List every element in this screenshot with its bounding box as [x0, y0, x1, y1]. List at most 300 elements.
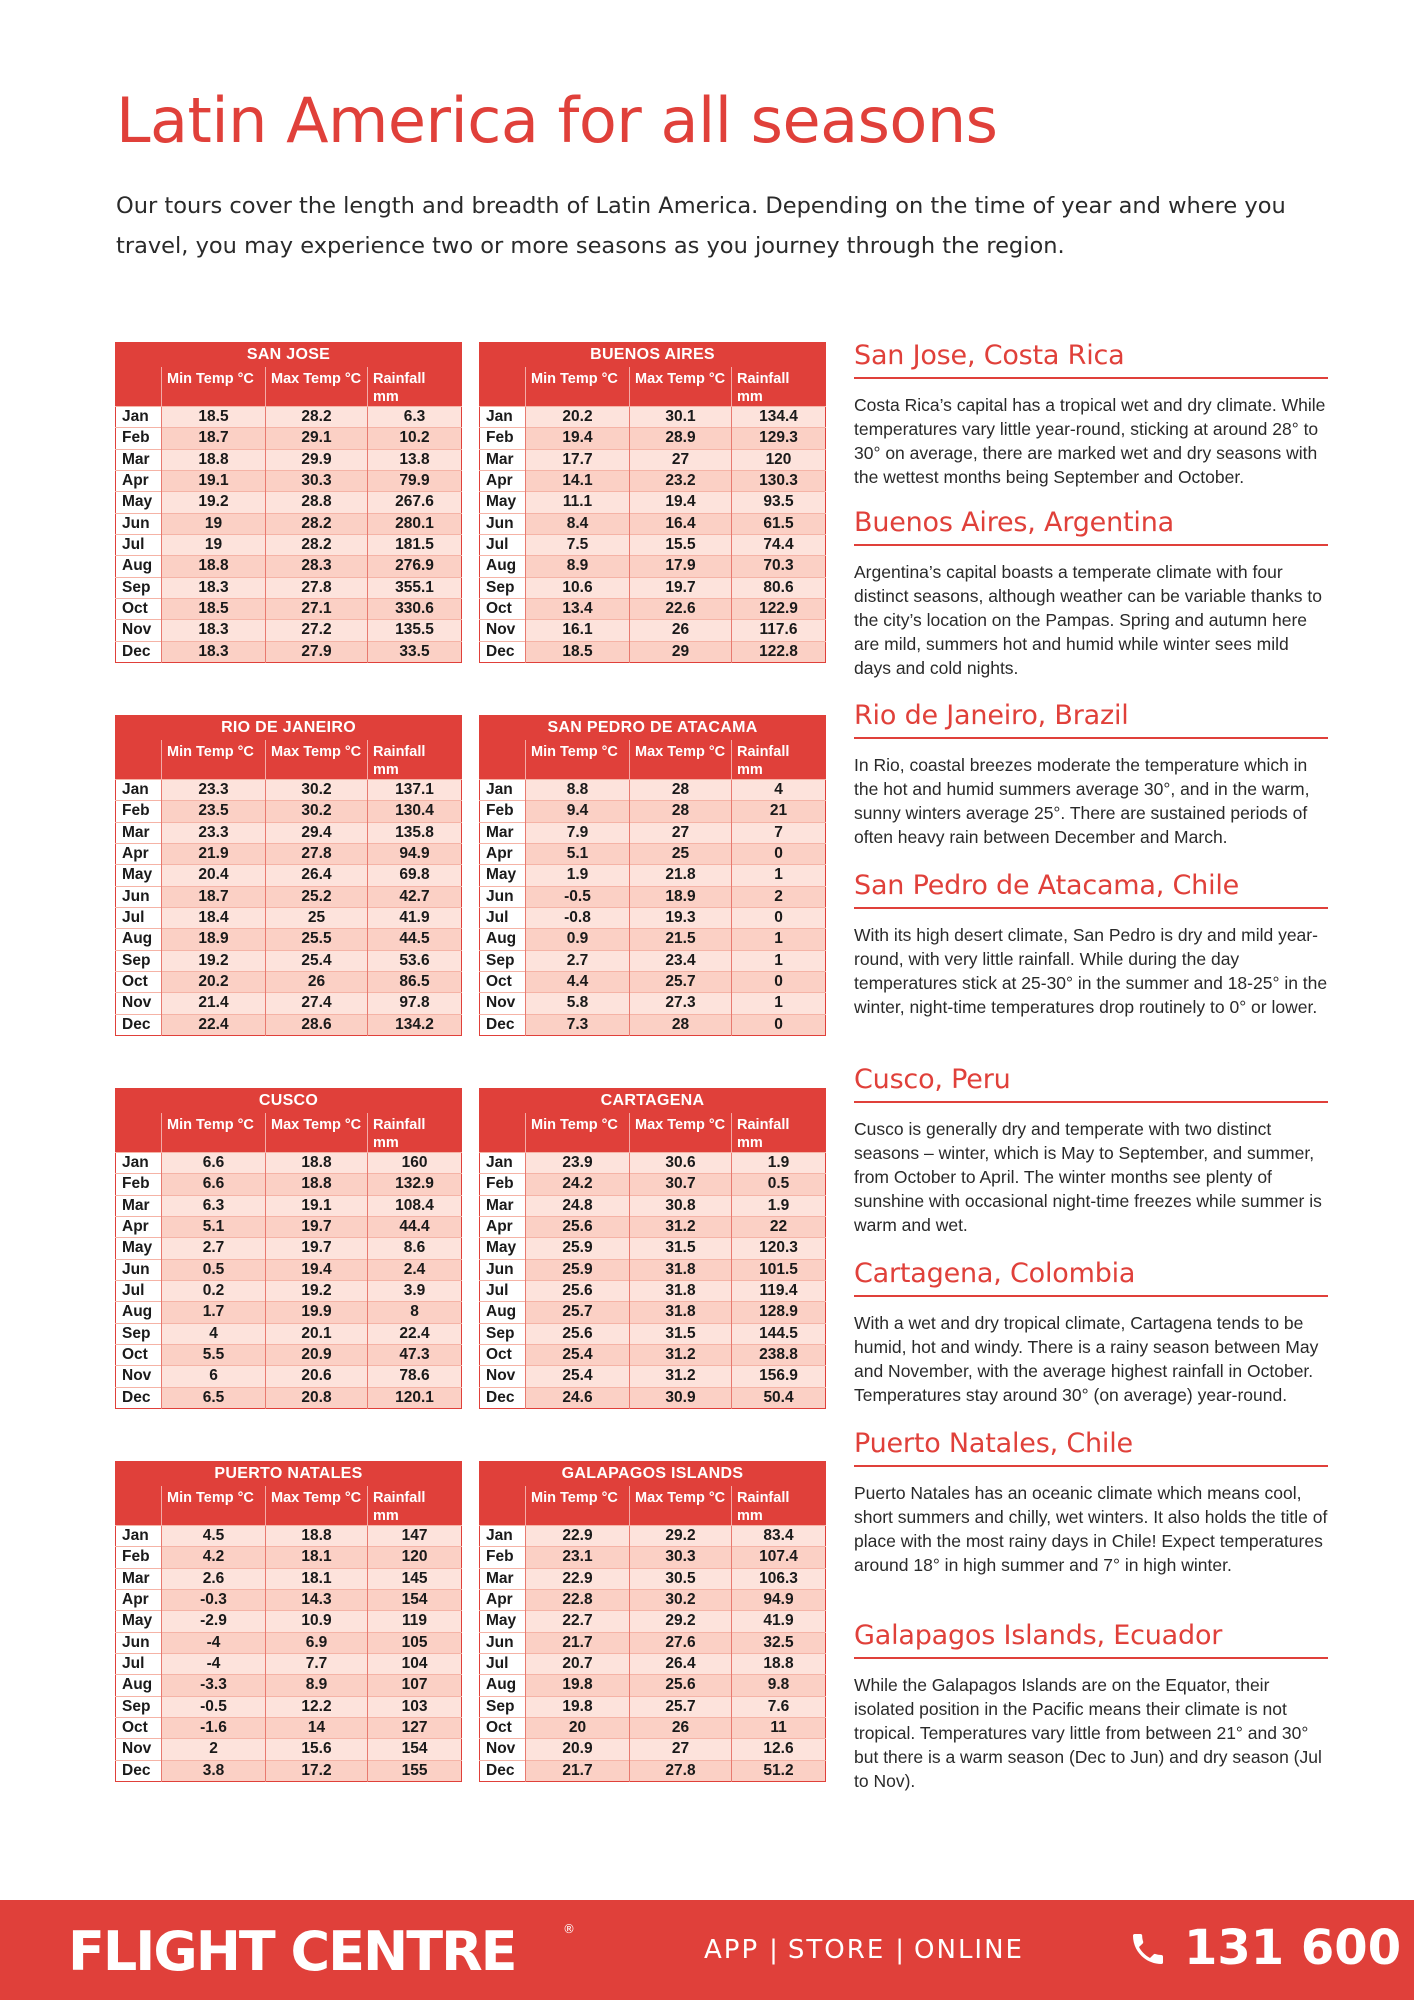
- rainfall-cell: 107.4: [732, 1547, 826, 1568]
- max-temp-cell: 30.7: [630, 1174, 732, 1195]
- rainfall-header: Rainfall mm: [732, 740, 826, 780]
- min-temp-cell: 0.2: [162, 1280, 266, 1301]
- rainfall-cell: 120: [368, 1547, 462, 1568]
- table-row: [116, 1568, 462, 1589]
- max-temp-cell: 28.2: [266, 534, 368, 555]
- month-cell: Jan: [116, 407, 162, 428]
- city-text: With a wet and dry tropical climate, Cartagena tends to be humid, hot and windy. There is a rainy season between May and November, with the average highest rainfall in October. Temperatures stay around 30° (on average) year-round.: [854, 1313, 1319, 1405]
- min-temp-cell: 18.3: [162, 620, 266, 641]
- month-cell: Apr: [480, 1589, 526, 1610]
- table-row: [116, 1675, 462, 1696]
- month-cell: Feb: [116, 1547, 162, 1568]
- min-temp-header: Min Temp °C: [526, 367, 630, 407]
- max-temp-cell: 22.6: [630, 598, 732, 619]
- min-temp-cell: 2.7: [162, 1238, 266, 1259]
- min-temp-cell: 13.4: [526, 598, 630, 619]
- min-temp-cell: 6.5: [162, 1387, 266, 1408]
- month-cell: Sep: [116, 950, 162, 971]
- city-description: [854, 1620, 1328, 1793]
- table-row: [116, 801, 462, 822]
- min-temp-header: Min Temp °C: [162, 1486, 266, 1526]
- min-temp-cell: 4: [162, 1323, 266, 1344]
- month-cell: Apr: [480, 1216, 526, 1237]
- table-row: [116, 971, 462, 992]
- min-temp-cell: 20.7: [526, 1653, 630, 1674]
- rainfall-cell: 74.4: [732, 534, 826, 555]
- min-temp-cell: -1.6: [162, 1717, 266, 1738]
- rainfall-cell: 7.6: [732, 1696, 826, 1717]
- min-temp-cell: 22.9: [526, 1526, 630, 1547]
- table-row: [480, 1195, 826, 1216]
- min-temp-cell: 19.1: [162, 470, 266, 491]
- min-temp-cell: 24.8: [526, 1195, 630, 1216]
- max-temp-cell: 18.8: [266, 1526, 368, 1547]
- month-cell: Dec: [116, 1014, 162, 1035]
- month-cell: Sep: [480, 577, 526, 598]
- table-city-name: BUENOS AIRES: [480, 343, 826, 367]
- month-cell: Feb: [480, 428, 526, 449]
- table-row: [480, 929, 826, 950]
- min-temp-header: Min Temp °C: [526, 1113, 630, 1153]
- table-row: [480, 1760, 826, 1781]
- rainfall-cell: 51.2: [732, 1760, 826, 1781]
- table-row: [116, 1280, 462, 1301]
- max-temp-cell: 7.7: [266, 1653, 368, 1674]
- table-row: [116, 470, 462, 491]
- table-row: [480, 1675, 826, 1696]
- max-temp-cell: 29.1: [266, 428, 368, 449]
- rainfall-cell: 7: [732, 822, 826, 843]
- table-row: [480, 1717, 826, 1738]
- max-temp-cell: 14: [266, 1717, 368, 1738]
- rainfall-header: Rainfall mm: [732, 1486, 826, 1526]
- max-temp-cell: 27.8: [266, 843, 368, 864]
- rainfall-cell: 13.8: [368, 449, 462, 470]
- table-row: [116, 1611, 462, 1632]
- min-temp-cell: 5.1: [526, 843, 630, 864]
- min-temp-header: Min Temp °C: [162, 1113, 266, 1153]
- month-cell: Nov: [480, 1739, 526, 1760]
- table-row: [116, 1632, 462, 1653]
- rainfall-header: Rainfall mm: [368, 1113, 462, 1153]
- month-cell: Dec: [116, 641, 162, 662]
- min-temp-cell: 5.1: [162, 1216, 266, 1237]
- month-cell: Mar: [480, 822, 526, 843]
- table-row: [480, 1216, 826, 1237]
- month-cell: Aug: [116, 556, 162, 577]
- min-temp-cell: 25.6: [526, 1216, 630, 1237]
- table-city-name: SAN PEDRO DE ATACAMA: [480, 716, 826, 740]
- month-cell: Aug: [480, 1675, 526, 1696]
- month-cell: Apr: [116, 1216, 162, 1237]
- brand-logo: FLIGHT CENTRE: [68, 1920, 516, 1983]
- table-row: [480, 780, 826, 801]
- city-heading: Galapagos Islands, Ecuador: [854, 1620, 1328, 1659]
- min-temp-cell: 25.6: [526, 1280, 630, 1301]
- max-temp-cell: 27.6: [630, 1632, 732, 1653]
- max-temp-cell: 31.8: [630, 1302, 732, 1323]
- rainfall-cell: 22.4: [368, 1323, 462, 1344]
- table-row: [116, 492, 462, 513]
- max-temp-cell: 8.9: [266, 1675, 368, 1696]
- max-temp-cell: 26.4: [266, 865, 368, 886]
- rainfall-cell: 41.9: [732, 1611, 826, 1632]
- rainfall-cell: 104: [368, 1653, 462, 1674]
- table-row: [116, 1547, 462, 1568]
- max-temp-cell: 21.8: [630, 865, 732, 886]
- month-header: [480, 367, 526, 407]
- min-temp-header: Min Temp °C: [162, 740, 266, 780]
- month-cell: Dec: [480, 1387, 526, 1408]
- rainfall-cell: 276.9: [368, 556, 462, 577]
- min-temp-cell: 5.8: [526, 993, 630, 1014]
- rainfall-cell: 119: [368, 1611, 462, 1632]
- min-temp-cell: 21.7: [526, 1760, 630, 1781]
- table-row: [116, 449, 462, 470]
- table-row: [116, 1760, 462, 1781]
- max-temp-cell: 19.9: [266, 1302, 368, 1323]
- rainfall-cell: 9.8: [732, 1675, 826, 1696]
- rainfall-cell: 145: [368, 1568, 462, 1589]
- table-row: [116, 780, 462, 801]
- max-temp-cell: 14.3: [266, 1589, 368, 1610]
- max-temp-cell: 27.3: [630, 993, 732, 1014]
- rainfall-cell: 0: [732, 907, 826, 928]
- table-row: [480, 1344, 826, 1365]
- rainfall-cell: 8.6: [368, 1238, 462, 1259]
- min-temp-cell: 23.9: [526, 1153, 630, 1174]
- max-temp-cell: 23.4: [630, 950, 732, 971]
- month-cell: Jun: [116, 513, 162, 534]
- month-cell: May: [480, 1238, 526, 1259]
- max-temp-cell: 20.9: [266, 1344, 368, 1365]
- max-temp-cell: 28.3: [266, 556, 368, 577]
- max-temp-cell: 27.8: [266, 577, 368, 598]
- month-cell: Dec: [116, 1387, 162, 1408]
- rainfall-cell: 0: [732, 843, 826, 864]
- rainfall-cell: 144.5: [732, 1323, 826, 1344]
- table-row: [480, 1323, 826, 1344]
- month-cell: Mar: [116, 1568, 162, 1589]
- table-row: [116, 843, 462, 864]
- max-temp-cell: 25.7: [630, 1696, 732, 1717]
- table-row: [480, 971, 826, 992]
- max-temp-cell: 30.2: [266, 801, 368, 822]
- month-cell: Feb: [116, 801, 162, 822]
- max-temp-cell: 28.8: [266, 492, 368, 513]
- rainfall-cell: 80.6: [732, 577, 826, 598]
- climate-table-cusco: [115, 1088, 462, 1409]
- month-cell: Mar: [480, 1568, 526, 1589]
- rainfall-cell: 33.5: [368, 641, 462, 662]
- min-temp-cell: -3.3: [162, 1675, 266, 1696]
- max-temp-cell: 27: [630, 1739, 732, 1760]
- city-heading: San Jose, Costa Rica: [854, 340, 1328, 379]
- max-temp-cell: 31.5: [630, 1323, 732, 1344]
- max-temp-header: Max Temp °C: [266, 740, 368, 780]
- month-cell: Aug: [116, 929, 162, 950]
- max-temp-header: Max Temp °C: [630, 1113, 732, 1153]
- month-cell: Jul: [480, 1280, 526, 1301]
- rainfall-cell: 120.3: [732, 1238, 826, 1259]
- month-header: [480, 740, 526, 780]
- min-temp-cell: 18.5: [162, 598, 266, 619]
- table-row: [116, 556, 462, 577]
- month-cell: Nov: [116, 620, 162, 641]
- min-temp-cell: -4: [162, 1632, 266, 1653]
- table-row: [116, 865, 462, 886]
- rainfall-cell: 6.3: [368, 407, 462, 428]
- month-header: [480, 1486, 526, 1526]
- min-temp-cell: 8.4: [526, 513, 630, 534]
- min-temp-cell: 7.5: [526, 534, 630, 555]
- table-row: [480, 1526, 826, 1547]
- rainfall-cell: 238.8: [732, 1344, 826, 1365]
- max-temp-cell: 19.7: [266, 1238, 368, 1259]
- phone-number: 131 600: [1184, 1920, 1402, 1976]
- rainfall-cell: 1.9: [732, 1153, 826, 1174]
- min-temp-cell: 18.8: [162, 556, 266, 577]
- min-temp-cell: 2: [162, 1739, 266, 1760]
- rainfall-cell: 122.8: [732, 641, 826, 662]
- min-temp-cell: 25.4: [526, 1344, 630, 1365]
- table-row: [480, 1238, 826, 1259]
- rainfall-cell: 21: [732, 801, 826, 822]
- month-cell: Apr: [116, 1589, 162, 1610]
- rainfall-cell: 94.9: [368, 843, 462, 864]
- rainfall-cell: 86.5: [368, 971, 462, 992]
- max-temp-header: Max Temp °C: [266, 1113, 368, 1153]
- climate-table-rio-de-janeiro: [115, 715, 462, 1036]
- max-temp-cell: 15.5: [630, 534, 732, 555]
- max-temp-cell: 31.2: [630, 1216, 732, 1237]
- climate-table-galapagos-islands: [479, 1461, 826, 1782]
- month-cell: Oct: [480, 1344, 526, 1365]
- city-description: [854, 507, 1328, 680]
- max-temp-cell: 30.9: [630, 1387, 732, 1408]
- city-description: [854, 1258, 1328, 1407]
- rainfall-cell: 117.6: [732, 620, 826, 641]
- rainfall-cell: 83.4: [732, 1526, 826, 1547]
- month-cell: Jan: [480, 1526, 526, 1547]
- max-temp-cell: 18.8: [266, 1174, 368, 1195]
- table-row: [116, 993, 462, 1014]
- max-temp-cell: 28.2: [266, 407, 368, 428]
- city-description: [854, 340, 1328, 489]
- rainfall-cell: 130.3: [732, 470, 826, 491]
- rainfall-cell: 107: [368, 1675, 462, 1696]
- month-cell: Jun: [116, 886, 162, 907]
- min-temp-cell: 3.8: [162, 1760, 266, 1781]
- max-temp-cell: 12.2: [266, 1696, 368, 1717]
- min-temp-cell: 19.8: [526, 1696, 630, 1717]
- max-temp-cell: 19.4: [630, 492, 732, 513]
- channel-separator: |: [895, 1935, 905, 1965]
- month-cell: Jun: [116, 1259, 162, 1280]
- table-row: [480, 1259, 826, 1280]
- month-cell: Mar: [116, 822, 162, 843]
- city-heading: San Pedro de Atacama, Chile: [854, 870, 1328, 909]
- table-row: [480, 1302, 826, 1323]
- month-cell: Jan: [116, 1153, 162, 1174]
- month-cell: Sep: [116, 577, 162, 598]
- rainfall-header: Rainfall mm: [368, 1486, 462, 1526]
- max-temp-cell: 28: [630, 801, 732, 822]
- table-row: [116, 1387, 462, 1408]
- min-temp-cell: 2.6: [162, 1568, 266, 1589]
- min-temp-cell: 5.5: [162, 1344, 266, 1365]
- max-temp-cell: 10.9: [266, 1611, 368, 1632]
- month-cell: Feb: [480, 1174, 526, 1195]
- min-temp-cell: 10.6: [526, 577, 630, 598]
- max-temp-header: Max Temp °C: [630, 740, 732, 780]
- month-cell: Sep: [480, 1323, 526, 1344]
- max-temp-cell: 29.4: [266, 822, 368, 843]
- channel-online: ONLINE: [914, 1935, 1024, 1965]
- rainfall-cell: 18.8: [732, 1653, 826, 1674]
- min-temp-cell: 9.4: [526, 801, 630, 822]
- max-temp-cell: 25: [266, 907, 368, 928]
- rainfall-cell: 41.9: [368, 907, 462, 928]
- min-temp-cell: 8.9: [526, 556, 630, 577]
- table-row: [480, 1153, 826, 1174]
- max-temp-cell: 28.2: [266, 513, 368, 534]
- table-row: [116, 1344, 462, 1365]
- max-temp-cell: 20.6: [266, 1366, 368, 1387]
- table-row: [116, 886, 462, 907]
- max-temp-cell: 18.9: [630, 886, 732, 907]
- month-cell: Nov: [480, 620, 526, 641]
- page-title: Latin America for all seasons: [116, 84, 998, 157]
- rainfall-cell: 69.8: [368, 865, 462, 886]
- min-temp-cell: 18.7: [162, 886, 266, 907]
- table-row: [480, 428, 826, 449]
- table-city-name: RIO DE JANEIRO: [116, 716, 462, 740]
- month-cell: Jul: [116, 534, 162, 555]
- month-cell: Jul: [116, 1653, 162, 1674]
- max-temp-cell: 28.9: [630, 428, 732, 449]
- table-row: [480, 449, 826, 470]
- min-temp-cell: 22.9: [526, 1568, 630, 1589]
- rainfall-cell: 122.9: [732, 598, 826, 619]
- month-cell: Aug: [480, 556, 526, 577]
- table-row: [480, 513, 826, 534]
- rainfall-cell: 32.5: [732, 1632, 826, 1653]
- rainfall-cell: 70.3: [732, 556, 826, 577]
- max-temp-cell: 20.8: [266, 1387, 368, 1408]
- month-cell: Mar: [480, 1195, 526, 1216]
- table-row: [480, 534, 826, 555]
- rainfall-cell: 8: [368, 1302, 462, 1323]
- month-header: [116, 1113, 162, 1153]
- rainfall-cell: 155: [368, 1760, 462, 1781]
- min-temp-cell: 23.1: [526, 1547, 630, 1568]
- min-temp-cell: -0.5: [162, 1696, 266, 1717]
- rainfall-cell: 78.6: [368, 1366, 462, 1387]
- table-row: [480, 1280, 826, 1301]
- rainfall-header: Rainfall mm: [368, 367, 462, 407]
- min-temp-cell: 18.9: [162, 929, 266, 950]
- max-temp-cell: 19.3: [630, 907, 732, 928]
- table-row: [480, 886, 826, 907]
- max-temp-cell: 25: [630, 843, 732, 864]
- min-temp-cell: 18.7: [162, 428, 266, 449]
- month-cell: Jun: [480, 1259, 526, 1280]
- table-city-name: CUSCO: [116, 1089, 462, 1113]
- rainfall-cell: 134.2: [368, 1014, 462, 1035]
- table-row: [116, 929, 462, 950]
- rainfall-header: Rainfall mm: [368, 740, 462, 780]
- climate-table-puerto-natales: [115, 1461, 462, 1782]
- table-row: [480, 1366, 826, 1387]
- min-temp-cell: 19.2: [162, 950, 266, 971]
- rainfall-cell: 330.6: [368, 598, 462, 619]
- month-cell: Feb: [116, 428, 162, 449]
- max-temp-cell: 28: [630, 1014, 732, 1035]
- month-cell: Nov: [116, 993, 162, 1014]
- min-temp-cell: 22.8: [526, 1589, 630, 1610]
- rainfall-cell: 120: [732, 449, 826, 470]
- rainfall-cell: 1: [732, 950, 826, 971]
- table-row: [480, 556, 826, 577]
- month-cell: Jul: [116, 907, 162, 928]
- month-header: [116, 740, 162, 780]
- table-row: [116, 577, 462, 598]
- rainfall-cell: 1: [732, 929, 826, 950]
- channel-separator: |: [769, 1935, 778, 1965]
- table-row: [116, 1238, 462, 1259]
- min-temp-cell: 19: [162, 513, 266, 534]
- max-temp-cell: 21.5: [630, 929, 732, 950]
- city-heading: Puerto Natales, Chile: [854, 1428, 1328, 1467]
- month-cell: Jan: [480, 1153, 526, 1174]
- month-cell: Jun: [116, 1632, 162, 1653]
- min-temp-cell: 19.8: [526, 1675, 630, 1696]
- max-temp-cell: 20.1: [266, 1323, 368, 1344]
- max-temp-cell: 30.2: [630, 1589, 732, 1610]
- month-header: [116, 367, 162, 407]
- city-text: While the Galapagos Islands are on the Equator, their isolated position in the Pacific means their climate is not tropical. Temperatures vary little from between 21° and 30° but there is a warm season (Dec to Jun) and dry season (Jul to Nov).: [854, 1675, 1322, 1791]
- table-city-name: GALAPAGOS ISLANDS: [480, 1462, 826, 1486]
- month-cell: Aug: [480, 929, 526, 950]
- table-row: [116, 1014, 462, 1035]
- max-temp-cell: 26: [630, 620, 732, 641]
- min-temp-cell: 20: [526, 1717, 630, 1738]
- min-temp-cell: 20.2: [526, 407, 630, 428]
- month-cell: Jan: [116, 780, 162, 801]
- min-temp-header: Min Temp °C: [526, 1486, 630, 1526]
- min-temp-cell: 4.5: [162, 1526, 266, 1547]
- table-row: [116, 1526, 462, 1547]
- month-cell: Sep: [480, 1696, 526, 1717]
- month-cell: Nov: [116, 1366, 162, 1387]
- min-temp-cell: 22.7: [526, 1611, 630, 1632]
- rainfall-cell: 2: [732, 886, 826, 907]
- rainfall-cell: 181.5: [368, 534, 462, 555]
- max-temp-cell: 30.5: [630, 1568, 732, 1589]
- table-row: [480, 620, 826, 641]
- table-row: [480, 1568, 826, 1589]
- month-cell: Jan: [480, 407, 526, 428]
- min-temp-cell: 25.9: [526, 1238, 630, 1259]
- rainfall-cell: 154: [368, 1739, 462, 1760]
- city-text: Costa Rica’s capital has a tropical wet and dry climate. While temperatures vary little year-round, sticking at around 28° to 30° on average, there are marked wet and dry seasons with the wettest months being September and October.: [854, 395, 1326, 487]
- table-row: [116, 1302, 462, 1323]
- month-cell: Dec: [480, 1760, 526, 1781]
- max-temp-cell: 31.8: [630, 1259, 732, 1280]
- table-row: [480, 1174, 826, 1195]
- min-temp-cell: -4: [162, 1653, 266, 1674]
